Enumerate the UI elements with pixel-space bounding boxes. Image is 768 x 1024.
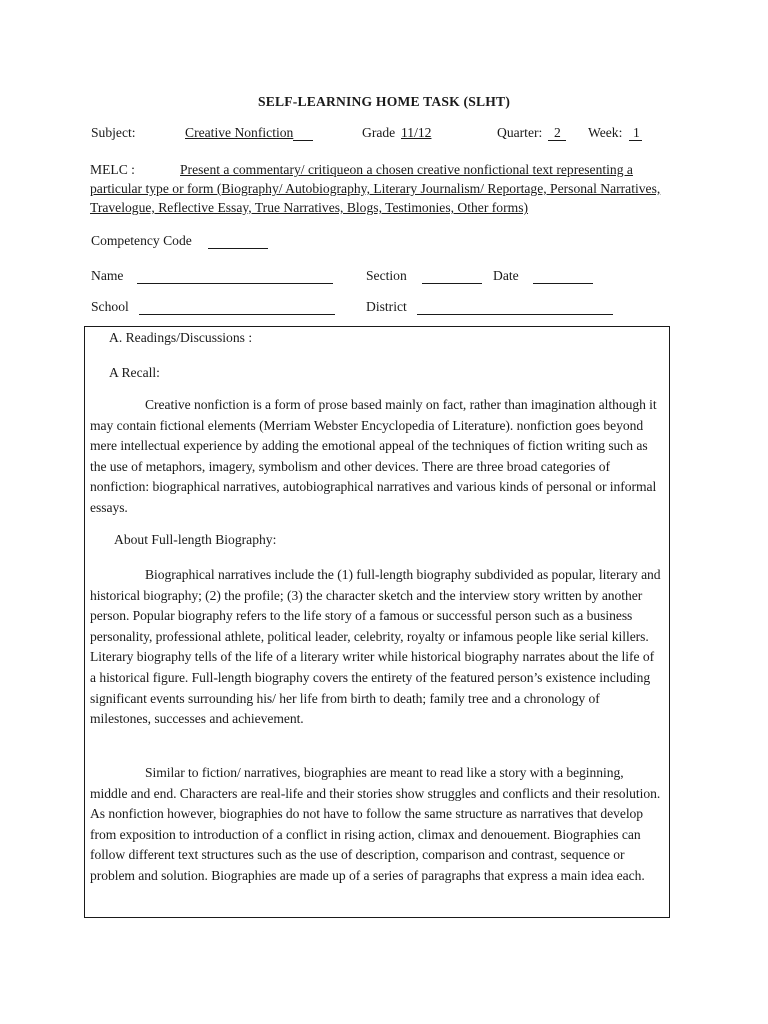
quarter-value: 2 bbox=[554, 125, 561, 140]
section-label: Section bbox=[366, 268, 407, 283]
school-label: School bbox=[91, 299, 129, 314]
melc-block bbox=[90, 160, 680, 217]
district-field[interactable] bbox=[417, 314, 613, 315]
subject-label: Subject: bbox=[91, 125, 136, 140]
district-label: District bbox=[366, 299, 407, 314]
competency-code-field[interactable] bbox=[208, 248, 268, 249]
subject-underline-tail bbox=[293, 140, 313, 141]
paragraph-biography-structure: Similar to fiction/ narratives, biographies are meant to read like a story with a beginning, middle and end. Characters are real-life and their stories show struggles and conflicts and their resolution. As nonfiction however, biographies do not have to follow the same structure as narratives that develop from exposition to introduction of a conflict in rising action, climax and denouement. Biographies can follow different text structures such as the use of description, comparison and contrast, sequence or problem and solution. Biographies are made up of a series of paragraphs that express a main idea each. bbox=[90, 765, 661, 883]
grade-value: 11/12 bbox=[401, 125, 432, 140]
section-field[interactable] bbox=[422, 283, 482, 284]
subject-value: Creative Nonfiction bbox=[185, 125, 294, 140]
school-field[interactable] bbox=[139, 314, 335, 315]
melc-text: Present a commentary/ critiqueon a chosen creative nonfictional text representing a particular type or form (Biography/ Autobiography, Literary Journalism/ Reportage, Personal Narratives, Travelogue, Reflective Essay, True Narratives, Blogs, Testimonies, Other forms) bbox=[90, 162, 661, 215]
date-field[interactable] bbox=[533, 283, 593, 284]
week-label: Week: bbox=[588, 125, 623, 140]
paragraph-biographical-narratives: Biographical narratives include the (1) full-length biography subdivided as popular, literary and historical biography; (2) the profile; (3) the character sketch and the interview story written by another person. Popular biography refers to the life story of a famous or successful person such as a business personality, professional athlete, political leader, celebrity, royalty or infamous people like serial killers. Literary biography tells of the life of a literary writer while historical biography narrates about the life of a historical figure. Full-length biography covers the entirety of the featured person’s existence including significant events surrounding his/ her life from birth to death; family tree and a chronology of milestones, successes and achievement. bbox=[90, 567, 661, 727]
quarter-label: Quarter: bbox=[497, 125, 543, 140]
name-label: Name bbox=[91, 268, 124, 283]
grade-label: Grade bbox=[362, 125, 396, 140]
biography-heading: About Full-length Biography: bbox=[114, 532, 277, 547]
readings-heading: A. Readings/Discussions : bbox=[109, 330, 253, 345]
document-title: SELF-LEARNING HOME TASK (SLHT) bbox=[257, 94, 511, 109]
paragraph-creative-nonfiction: Creative nonfiction is a form of prose based mainly on fact, rather than imagination although it may contain fictional elements (Merriam Webster Encyclopedia of Literature). nonfiction goes beyond mere intellectual experience by adding the emotional appeal of the techniques of fiction writing such as the use of metaphors, imagery, symbolism and other devices. There are three broad categories of nonfiction: biographical narratives, autobiographical narratives and various kinds of personal or informal essays. bbox=[90, 397, 657, 515]
week-value: 1 bbox=[633, 125, 640, 140]
content-box bbox=[84, 326, 670, 918]
melc-label: MELC : bbox=[90, 162, 135, 177]
recall-heading: A Recall: bbox=[109, 365, 160, 380]
name-field[interactable] bbox=[137, 283, 333, 284]
competency-code-label: Competency Code bbox=[91, 233, 192, 248]
date-label: Date bbox=[493, 268, 519, 283]
